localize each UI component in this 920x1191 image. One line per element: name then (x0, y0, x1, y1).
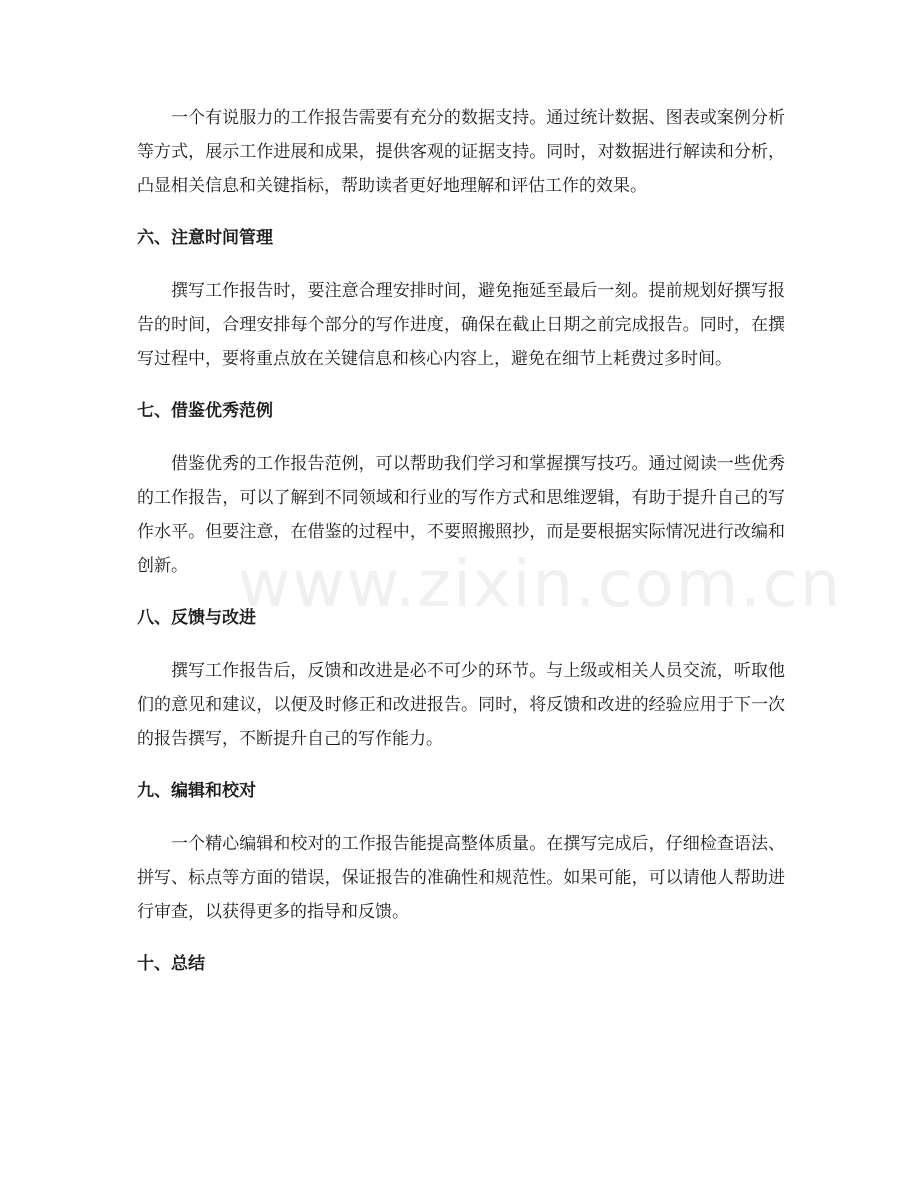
heading-feedback-improvement: 八、反馈与改进 (137, 608, 256, 628)
paragraph-reference-examples: 借鉴优秀的工作报告范例，可以帮助我们学习和掌握撰写技巧。通过阅读一些优秀的工作报告，可以了解到不同领域和行业的写作方式和思维逻辑，有助于提升自己的写作水平。但要注意，在借鉴的过程中，不要照搬照抄，而是要根据实际情况进行改编和创新。 (137, 454, 785, 576)
document-body (137, 101, 785, 1000)
watermark: www.zixin.com.cn (238, 548, 843, 622)
heading-time-management: 六、注意时间管理 (137, 228, 273, 248)
heading-summary: 十、总结 (137, 954, 205, 974)
paragraph-feedback-improvement: 撰写工作报告后，反馈和改进是必不可少的环节。与上级或相关人员交流，听取他们的意见和建议，以便及时修正和改进报告。同时，将反馈和改进的经验应用于下一次的报告撰写，不断提升自己的写作能力。 (137, 661, 785, 749)
heading-reference-examples: 七、借鉴优秀范例 (137, 401, 273, 421)
paragraph-data-support: 一个有说服力的工作报告需要有充分的数据支持。通过统计数据、图表或案例分析等方式，展示工作进展和成果，提供客观的证据支持。同时，对数据进行解读和分析，凸显相关信息和关键指标，帮助读者更好地理解和评估工作的效果。 (137, 108, 785, 196)
paragraph-time-management: 撰写工作报告时，要注意合理安排时间，避免拖延至最后一刻。提前规划好撰写报告的时间，合理安排每个部分的写作进度，确保在截止日期之前完成报告。同时，在撰写过程中，要将重点放在关键信息和核心内容上，避免在细节上耗费过多时间。 (137, 281, 785, 369)
heading-editing-proofreading: 九、编辑和校对 (137, 781, 256, 801)
paragraph-editing-proofreading: 一个精心编辑和校对的工作报告能提高整体质量。在撰写完成后，仔细检查语法、拼写、标点等方面的错误，保证报告的准确性和规范性。如果可能，可以请他人帮助进行审查，以获得更多的指导和反馈。 (137, 834, 785, 922)
